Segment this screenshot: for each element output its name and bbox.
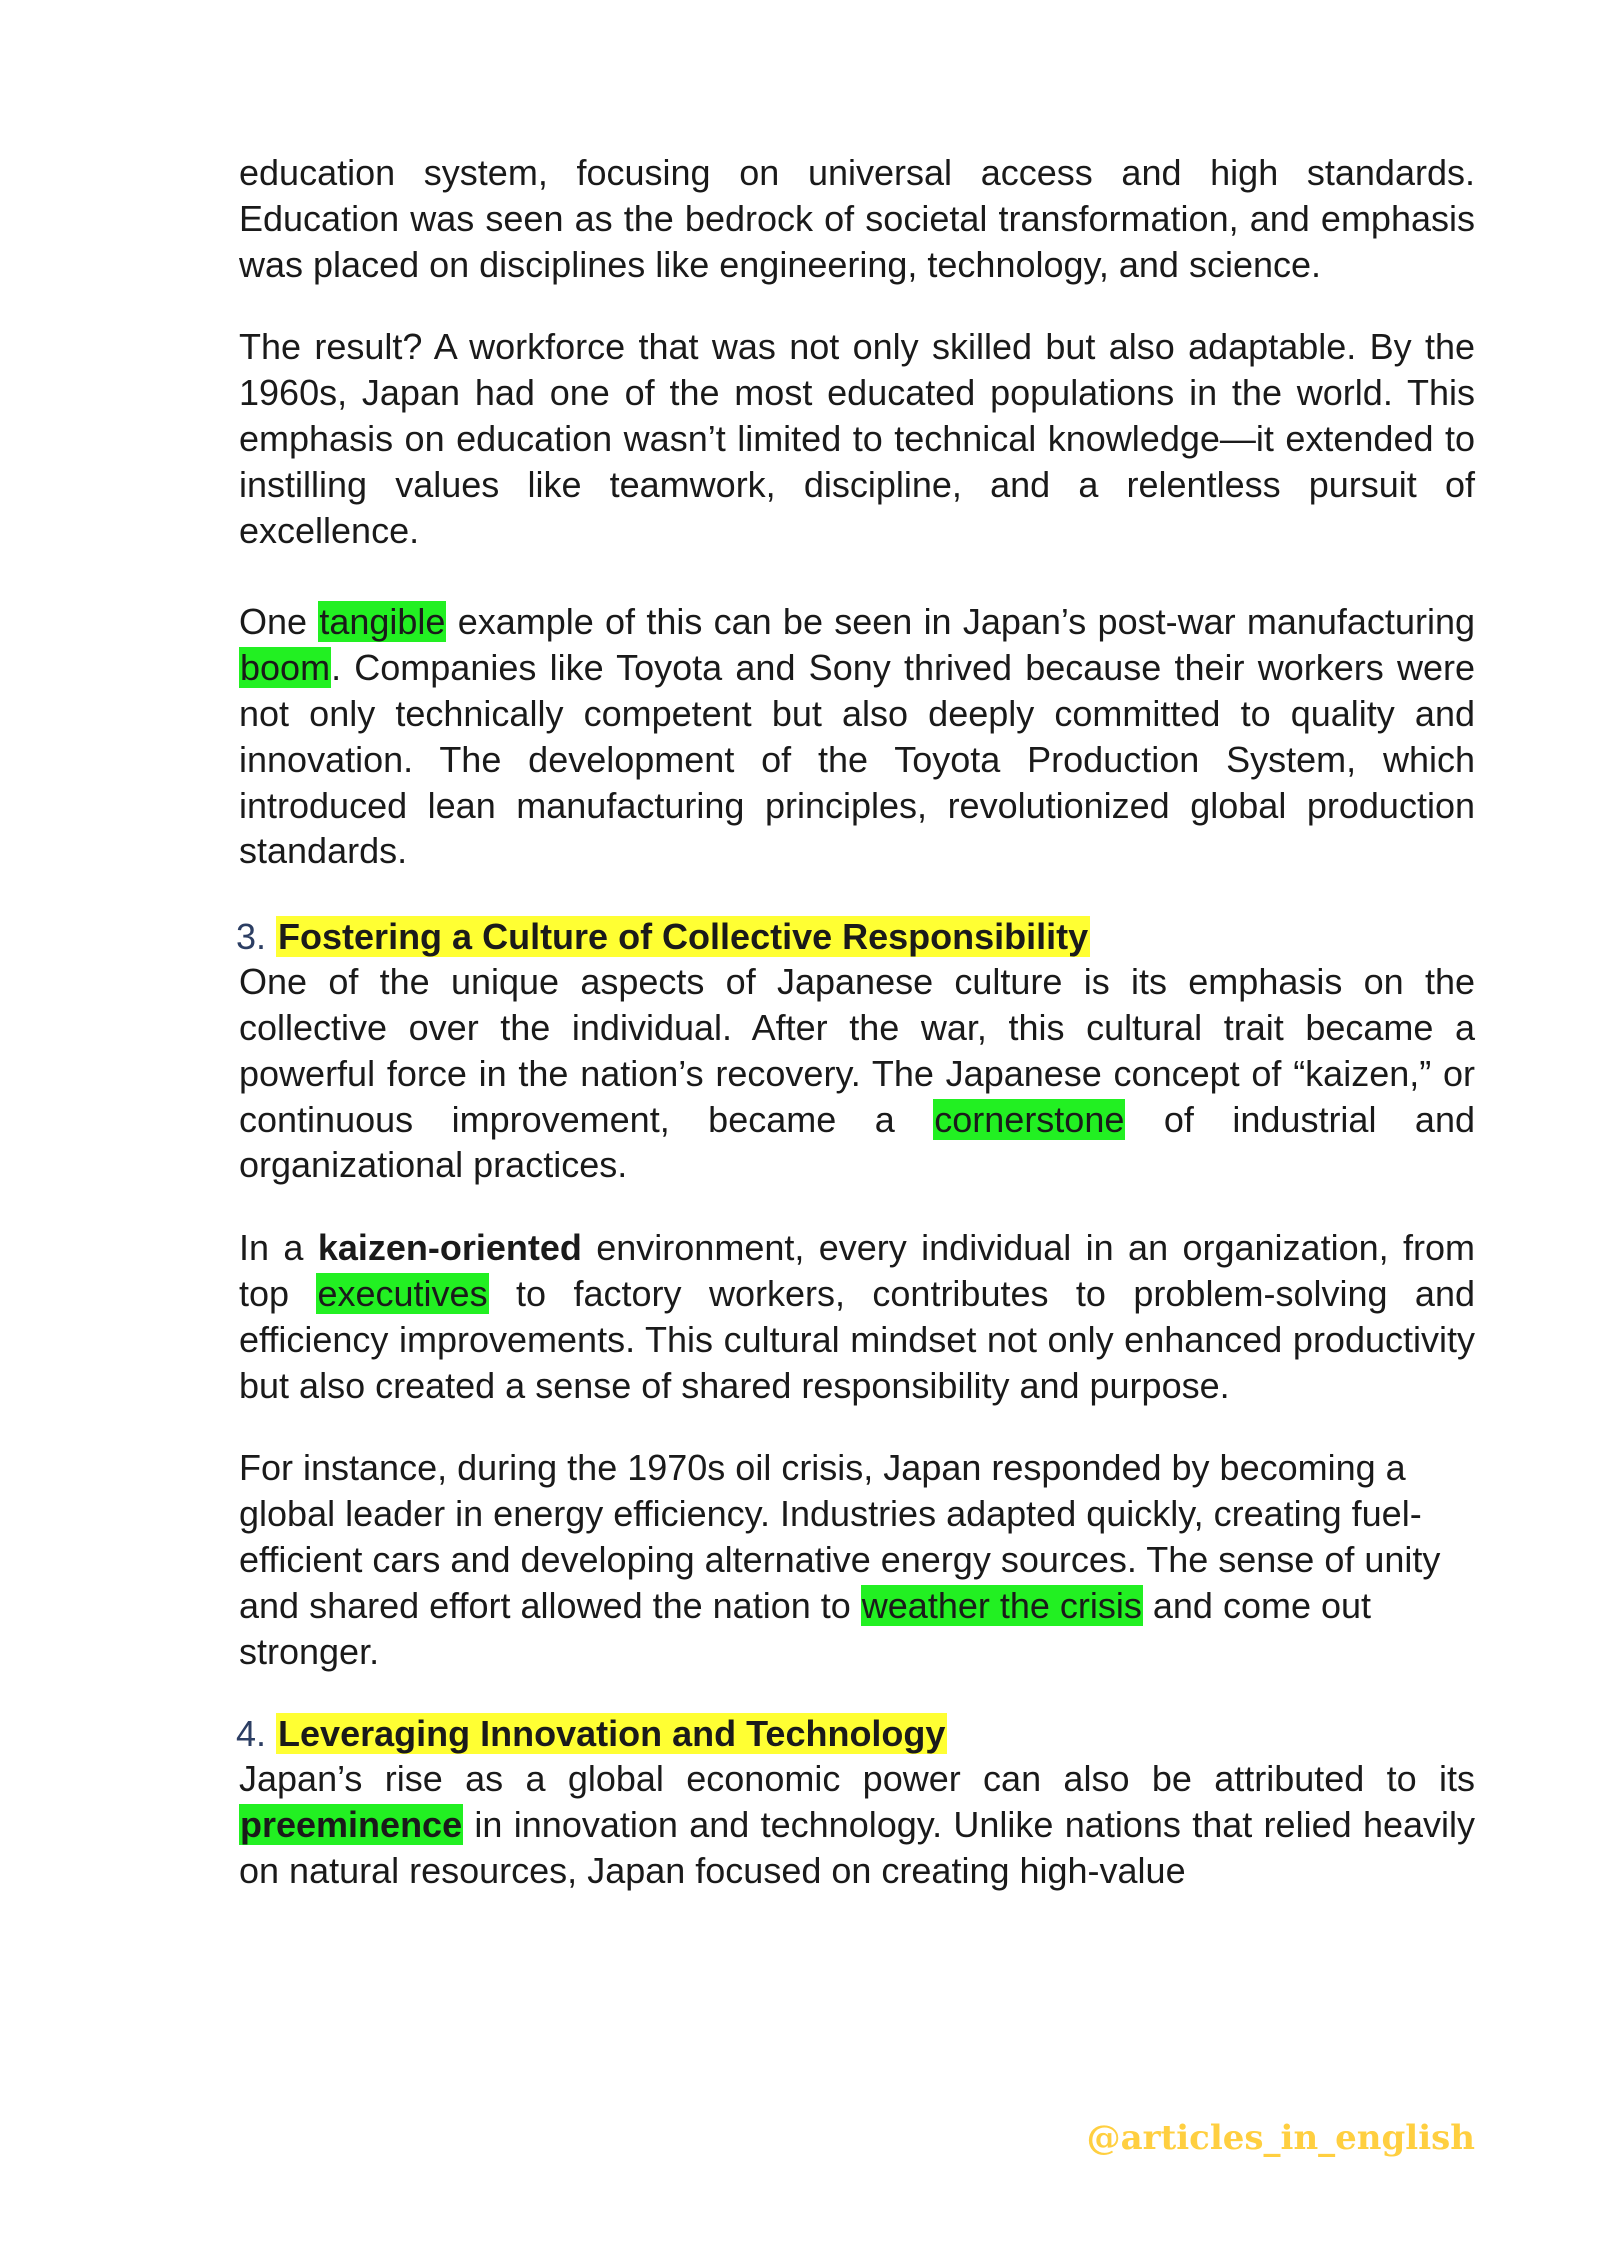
text-segment: example of this can be seen in Japan’s post-war manufacturing [446,601,1475,643]
bold-term-kaizen-oriented: kaizen-oriented [317,1227,582,1269]
highlighted-word-preeminence: preeminence [240,1804,463,1846]
document-page [236,150,1475,1894]
highlighted-word-executives: executives [317,1272,488,1314]
paragraph-oil-crisis [239,1445,1475,1674]
text-segment: of industrial and organizational practices. [239,1098,1475,1186]
text-segment: to factory workers, contributes to problem-solving and efficiency improvements. This cultural mindset not only enhanced productivity but also created a sense of shared responsibility and purpose. [239,1272,1475,1406]
text-segment: environment, every individual in an organization, from top [239,1227,1475,1314]
section-number: 4. [236,1713,267,1755]
highlighted-phrase-weather-the-crisis: weather the crisis [861,1584,1142,1626]
section-number: 3. [236,916,267,958]
text-segment: Japan’s rise as a global economic power can also be attributed to its [239,1758,1475,1800]
section-heading-4 [236,1711,1475,1756]
text-segment: In a [239,1227,318,1269]
text-segment: . Companies like Toyota and Sony thrived because their workers were not only technically competent but also deeply committed to quality and innovation. The development of the Toyota Production System, which introduced lean manufacturing principles, revolutionized global production standards. [239,647,1475,872]
watermark-handle: @articles_in_english [1086,2118,1475,2158]
text-segment: One [239,601,319,643]
paragraph-innovation [239,1756,1475,1893]
text-segment: and come out stronger. [239,1584,1372,1672]
highlighted-word-cornerstone: cornerstone [934,1098,1125,1140]
section-heading-3 [236,914,1475,959]
section-title: Fostering a Culture of Collective Responsibility [278,916,1089,958]
paragraph-result: The result? A workforce that was not only skilled but also adaptable. By the 1960s, Japan had one of the most educated populations in the world. This emphasis on education wasn’t limited to technical knowledge—it extended to instilling values like teamwork, discipline, and a relentless pursuit of excellence. [239,326,1475,551]
text-segment: For instance, during the 1970s oil crisis, Japan responded by becoming a global leader in energy efficiency. Industries adapted quickly, creating fuel-efficient cars and developing alternative energy sources. The sense of unity and shared effort allowed the nation to [239,1447,1441,1626]
paragraph-collective [239,959,1475,1188]
text-segment: One of the unique aspects of Japanese culture is its emphasis on the collective over the individual. After the war, this cultural trait became a powerful force in the nation’s recovery. The Japanese concept of “kaizen,” or continuous improvement, became a [239,961,1475,1140]
text-segment: in innovation and technology. Unlike nations that relied heavily on natural resources, Japan focused on creating high-value [239,1804,1475,1891]
section-title: Leveraging Innovation and Technology [278,1713,946,1755]
highlighted-word-boom: boom [240,647,331,689]
paragraph-kaizen [239,1225,1475,1408]
paragraph-education-system: education system, focusing on universal access and high standards. Education was seen as the bedrock of societal transformation, and emphasis was placed on disciplines like engineering, technology, and science. [239,152,1475,285]
highlighted-word-tangible: tangible [319,601,446,643]
paragraph-tangible-example [239,599,1475,874]
